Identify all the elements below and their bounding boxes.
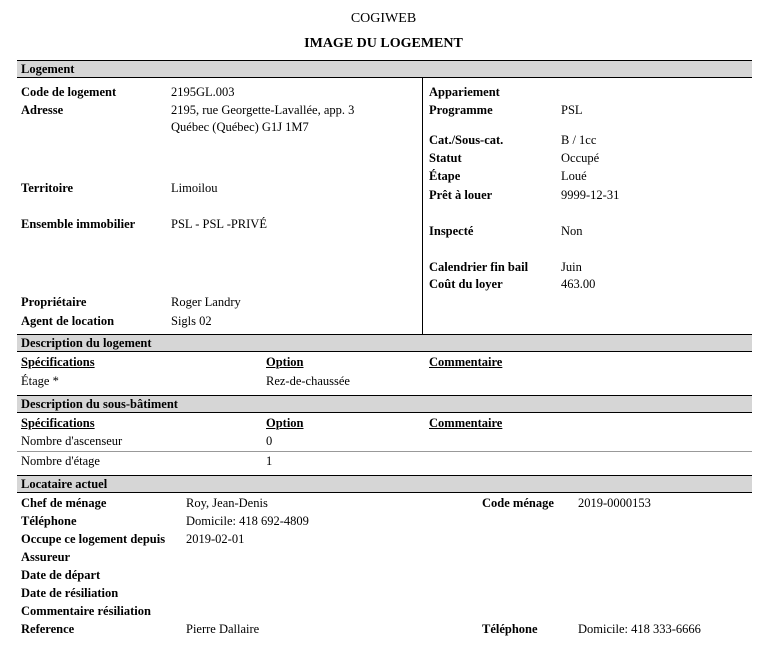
territoire-label: Territoire (21, 181, 74, 195)
appariement-label: Appariement (429, 85, 500, 99)
spec-nombre-etage: Nombre d'étage (21, 454, 100, 468)
code-logement-value: 2195GL.003 (171, 85, 235, 99)
col-option-header: Option (266, 355, 304, 369)
reference-value: Pierre Dallaire (186, 622, 260, 636)
section-locataire: Locataire actuel (17, 475, 752, 493)
proprietaire-label: Propriétaire (21, 295, 87, 309)
occupe-value: 2019-02-01 (186, 532, 245, 546)
adresse-line2: Québec (Québec) G1J 1M7 (171, 120, 309, 134)
ensemble-label: Ensemble immobilier (21, 217, 136, 231)
occupe-label: Occupe ce logement depuis (21, 532, 166, 546)
statut-label: Statut (429, 151, 462, 165)
option-etage: Rez-de-chaussée (266, 374, 350, 388)
company-name: COGIWEB (350, 11, 417, 26)
agent-label: Agent de location (21, 314, 115, 328)
pret-value: 9999-12-31 (561, 188, 620, 202)
col-comment-header: Commentaire (429, 355, 503, 369)
resiliation-label: Date de résiliation (21, 586, 119, 600)
inspecte-label: Inspecté (429, 224, 474, 238)
reference-label: Reference (21, 622, 75, 636)
col-spec-header-2: Spécifications (21, 416, 95, 430)
telephone-label: Téléphone (21, 514, 77, 528)
cat-label: Cat./Sous-cat. (429, 133, 504, 147)
code-logement-label: Code de logement (21, 85, 117, 99)
telephone-value: Domicile: 418 692-4809 (186, 514, 309, 528)
pret-label: Prêt à louer (429, 188, 493, 202)
depart-label: Date de départ (21, 568, 101, 582)
cat-value: B / 1cc (561, 133, 597, 147)
option-ascenseur: 0 (266, 434, 273, 448)
ref-telephone-value: Domicile: 418 333-6666 (578, 622, 701, 636)
ensemble-value: PSL - PSL -PRIVÉ (171, 217, 267, 231)
etape-label: Étape (429, 169, 461, 183)
spec-ascenseur: Nombre d'ascenseur (21, 434, 123, 448)
adresse-line1: 2195, rue Georgette-Lavallée, app. 3 (171, 103, 355, 117)
chef-label: Chef de ménage (21, 496, 107, 510)
assureur-label: Assureur (21, 550, 71, 564)
agent-value: Sigls 02 (171, 314, 212, 328)
territoire-value: Limoilou (171, 181, 218, 195)
cout-label: Coût du loyer (429, 277, 503, 291)
section-description-sous-batiment: Description du sous-bâtiment (17, 395, 752, 413)
proprietaire-value: Roger Landry (171, 295, 241, 309)
code-menage-label: Code ménage (482, 496, 554, 510)
section-logement: Logement (17, 60, 752, 78)
ref-telephone-label: Téléphone (482, 622, 538, 636)
commentaire-label: Commentaire résiliation (21, 604, 151, 618)
option-nombre-etage: 1 (266, 454, 273, 468)
col-option-header-2: Option (266, 416, 304, 430)
calendrier-label: Calendrier fin bail (429, 260, 529, 274)
column-divider (422, 78, 423, 334)
row-divider (17, 451, 752, 452)
col-comment-header-2: Commentaire (429, 416, 503, 430)
statut-value: Occupé (561, 151, 600, 165)
adresse-label: Adresse (21, 103, 64, 117)
section-description-logement: Description du logement (17, 334, 752, 352)
code-menage-value: 2019-0000153 (578, 496, 651, 510)
col-spec-header: Spécifications (21, 355, 95, 369)
inspecte-value: Non (561, 224, 583, 238)
calendrier-value: Juin (561, 260, 582, 274)
spec-etage: Étage * (21, 374, 59, 388)
cout-value: 463.00 (561, 277, 596, 291)
etape-value: Loué (561, 169, 587, 183)
programme-value: PSL (561, 103, 583, 117)
programme-label: Programme (429, 103, 493, 117)
page-title: IMAGE DU LOGEMENT (304, 36, 463, 51)
chef-value: Roy, Jean-Denis (186, 496, 268, 510)
